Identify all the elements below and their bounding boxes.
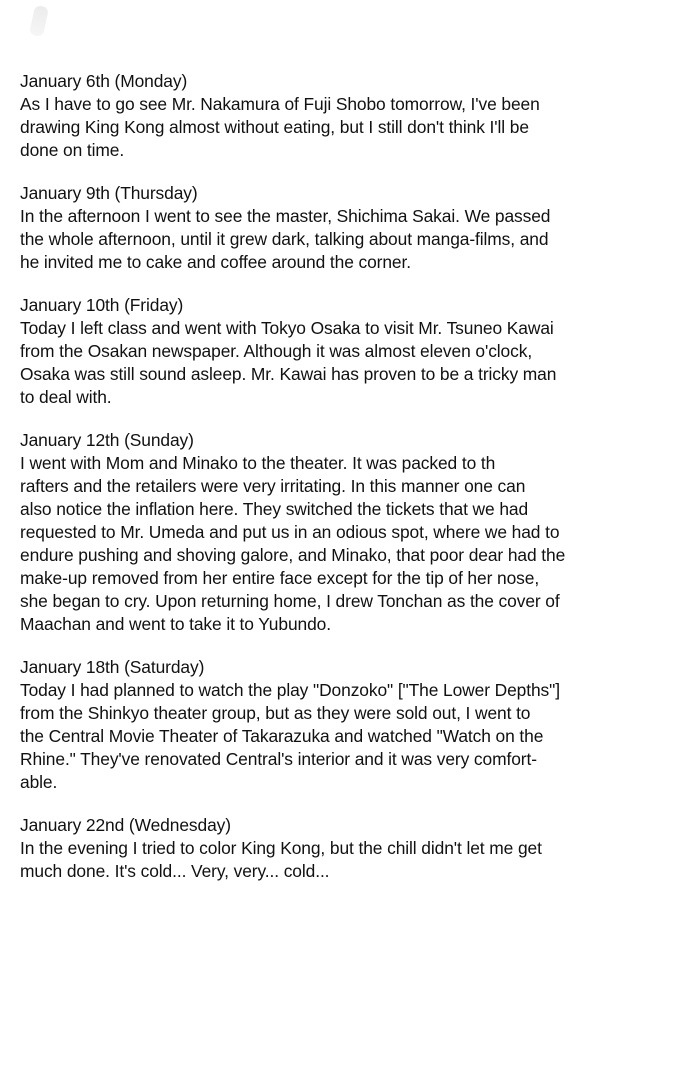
diary-entry-jan-6 bbox=[20, 70, 688, 162]
entry-date: January 9th (Thursday) bbox=[20, 183, 198, 203]
entry-date: January 18th (Saturday) bbox=[20, 657, 205, 677]
diary-entry-jan-10 bbox=[20, 294, 688, 409]
corner-smudge bbox=[29, 5, 49, 37]
entry-text: Today I had planned to watch the play "Donzoko" ["The Lower Depths"] from the Shinkyo theater group, but as they were sold out, I went to the Central Movie Theater of Takarazuka and watched "Watch on the Rhine." They've renovated Central's interior and it was very comfort- able. bbox=[20, 680, 560, 792]
entry-date: January 6th (Monday) bbox=[20, 71, 188, 91]
diary-entry-jan-12 bbox=[20, 429, 688, 636]
entry-text: In the evening I tried to color King Kong, but the chill didn't let me get much done. It's cold... Very, very... cold... bbox=[20, 838, 542, 881]
entry-text: Today I left class and went with Tokyo Osaka to visit Mr. Tsuneo Kawai from the Osakan newspaper. Although it was almost eleven o'clock, Osaka was still sound asleep. Mr. Kawai has proven to be a tricky man to deal with. bbox=[20, 318, 557, 407]
diary-entry-jan-22 bbox=[20, 814, 688, 883]
diary-entry-jan-18 bbox=[20, 656, 688, 794]
entry-text: I went with Mom and Minako to the theater. It was packed to th rafters and the retailers were very irritating. In this manner one can also notice the inflation here. They switched the tickets that we had requested to Mr. Umeda and put us in an odious spot, where we had to endure pushing and shoving galore, and Minako, that poor dear had the make-up removed from her entire face except for the tip of her nose, she began to cry. Upon returning home, I drew Tonchan as the cover of Maachan and went to take it to Yubundo. bbox=[20, 453, 566, 634]
entry-date: January 10th (Friday) bbox=[20, 295, 184, 315]
entry-text: As I have to go see Mr. Nakamura of Fuji Shobo tomorrow, I've been drawing King Kong almost without eating, but I still don't think I'll be done on time. bbox=[20, 94, 540, 160]
entry-date: January 12th (Sunday) bbox=[20, 430, 194, 450]
entry-text: In the afternoon I went to see the master, Shichima Sakai. We passed the whole afternoon, until it grew dark, talking about manga-films, and he invited me to cake and coffee around the corner. bbox=[20, 206, 551, 272]
diary-content bbox=[20, 70, 688, 903]
entry-date: January 22nd (Wednesday) bbox=[20, 815, 231, 835]
diary-entry-jan-9 bbox=[20, 182, 688, 274]
